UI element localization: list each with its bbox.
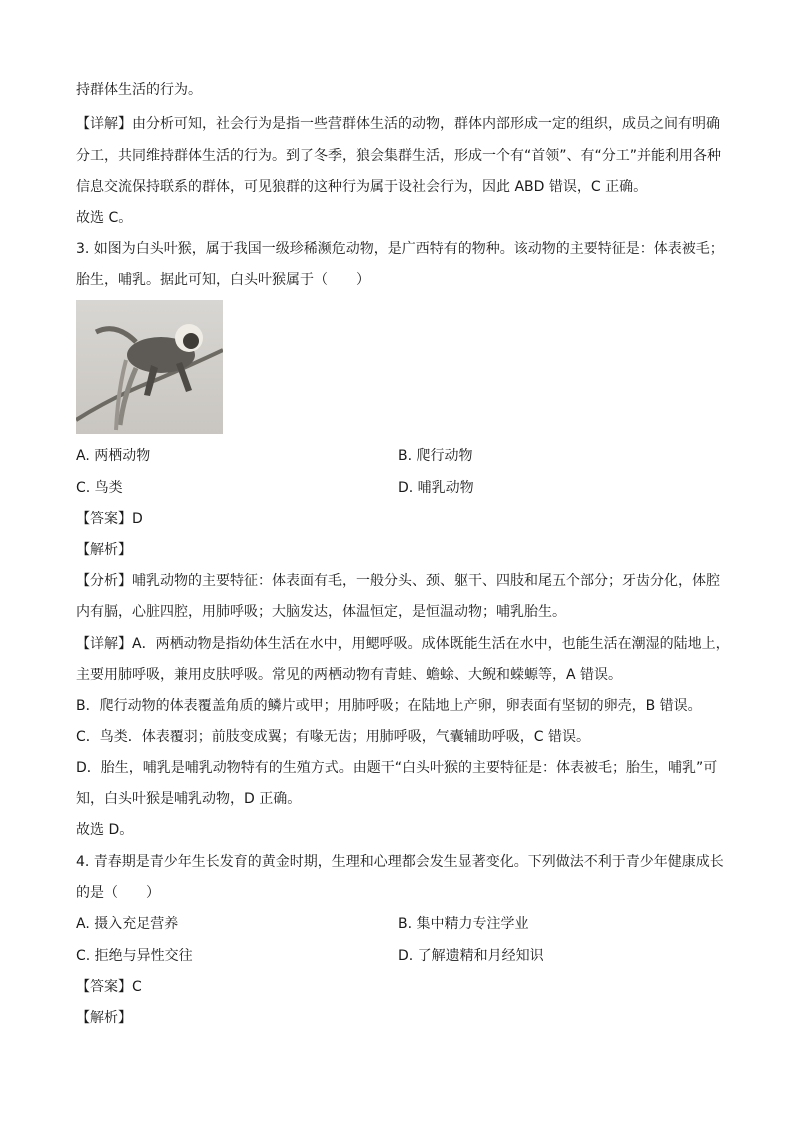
q3-option-b: B. 爬行动物	[398, 448, 473, 464]
q3-answer: 【答案】D	[76, 511, 143, 527]
text-line: 分工，共同维持群体生活的行为。到了冬季，狼会集群生活，形成一个有“首领”、有“分工”并能利用各种	[76, 148, 722, 164]
text-line: 【详解】由分析可知，社会行为是指一些营群体生活的动物，群体内部形成一定的组织，成员之间有明确	[76, 116, 720, 132]
question-4-stem: 的是（ ）	[76, 885, 160, 901]
q4-jiexi: 【解析】	[76, 1010, 132, 1026]
question-3-stem: 3. 如图为白头叶猴，属于我国一级珍稀濒危动物，是广西特有的物种。该动物的主要特征是：体表被毛；	[76, 241, 724, 257]
q4-option-c: C. 拒绝与异性交往	[76, 948, 193, 964]
question-4-stem: 4. 青春期是青少年生长发育的黄金时期，生理和心理都会发生显著变化。下列做法不利于青少年健康成长	[76, 854, 724, 870]
white-headed-langur-photo	[76, 300, 223, 434]
q4-option-d: D. 了解遗精和月经知识	[398, 948, 544, 964]
text-line: B．爬行动物的体表覆盖角质的鳞片或甲；用肺呼吸；在陆地上产卵，卵表面有坚韧的卵壳，B 错误。	[76, 698, 702, 714]
text-line: 故选 C。	[76, 210, 133, 226]
text-line: D．胎生，哺乳是哺乳动物特有的生殖方式。由题干“白头叶猴的主要特征是：体表被毛；胎生，哺乳”可	[76, 760, 718, 776]
text-line: 信息交流保持联系的群体，可见狼群的这种行为属于设社会行为，因此 ABD 错误，C 正确。	[76, 179, 648, 195]
text-line: 持群体生活的行为。	[76, 82, 202, 98]
text-line: 【详解】A．两栖动物是指幼体生活在水中，用鳃呼吸。成体既能生活在水中，也能生活在潮湿的陆地上，	[76, 636, 730, 652]
q4-option-b: B. 集中精力专注学业	[398, 916, 529, 932]
text-line: 主要用肺呼吸，兼用皮肤呼吸。常见的两栖动物有青蛙、蟾蜍、大鲵和蝾螈等，A 错误。	[76, 667, 623, 683]
question-3-stem: 胎生，哺乳。据此可知，白头叶猴属于（ ）	[76, 272, 370, 288]
q3-option-c: C. 鸟类	[76, 480, 123, 496]
text-line: 内有膈，心脏四腔，用肺呼吸；大脑发达，体温恒定，是恒温动物；哺乳胎生。	[76, 604, 566, 620]
text-line: 【分析】哺乳动物的主要特征：体表面有毛，一般分头、颈、躯干、四肢和尾五个部分；牙齿分化，体腔	[76, 573, 720, 589]
q3-option-a: A. 两栖动物	[76, 448, 151, 464]
q4-answer: 【答案】C	[76, 979, 142, 995]
text-line: C．鸟类．体表覆羽；前肢变成翼；有喙无齿；用肺呼吸，气囊辅助呼吸，C 错误。	[76, 729, 590, 745]
q3-jiexi: 【解析】	[76, 542, 132, 558]
text-line: 故选 D。	[76, 822, 134, 838]
text-line: 知，白头叶猴是哺乳动物，D 正确。	[76, 791, 302, 807]
q3-option-d: D. 哺乳动物	[398, 480, 474, 496]
q4-option-a: A. 摄入充足营养	[76, 916, 179, 932]
